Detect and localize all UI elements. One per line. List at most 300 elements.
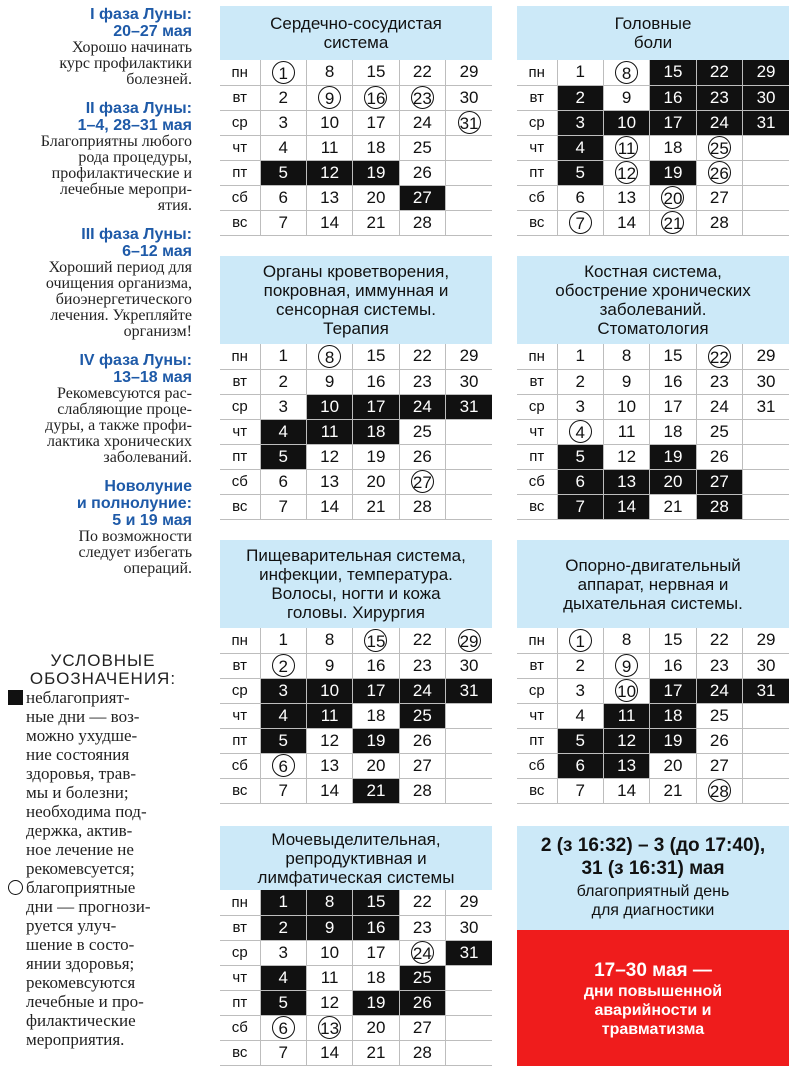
- bad-day-cell: 2: [557, 85, 603, 110]
- weekday-label: вс: [220, 494, 260, 519]
- bad-day-cell: 15: [353, 890, 399, 915]
- good-day-circle: 4: [569, 420, 592, 443]
- good-day-circle: 29: [458, 629, 481, 652]
- day-cell: 18: [650, 135, 696, 160]
- day-cell: 2: [557, 653, 603, 678]
- bad-day-cell: 7: [557, 494, 603, 519]
- good-day-circle: 1: [272, 61, 295, 84]
- day-cell: 14: [306, 1040, 352, 1065]
- day-cell: 14: [603, 210, 649, 235]
- calendar-grid: [220, 890, 492, 1066]
- bad-day-cell: 20: [650, 469, 696, 494]
- phase-1: [8, 6, 192, 88]
- week-row: [220, 940, 492, 965]
- good-day-circle: 9: [615, 654, 638, 677]
- day-cell: 23: [399, 369, 445, 394]
- weekday-label: сб: [220, 469, 260, 494]
- weekday-label: чт: [220, 419, 260, 444]
- day-cell: 15: [353, 344, 399, 369]
- good-day-circle: 31: [458, 111, 481, 134]
- day-cell: 30: [446, 369, 492, 394]
- bad-day-cell: 15: [650, 60, 696, 85]
- weekday-label: ср: [517, 678, 557, 703]
- good-day-circle: 13: [318, 1016, 341, 1039]
- weekday-label: сб: [517, 753, 557, 778]
- weekday-label: сб: [220, 753, 260, 778]
- good-day-cell: [696, 778, 742, 803]
- weekday-label: ср: [220, 110, 260, 135]
- phase-title: IV фаза Луны: 13–18 мая: [79, 352, 192, 386]
- empty-cell: [446, 419, 492, 444]
- empty-cell: [446, 703, 492, 728]
- empty-cell: [743, 160, 789, 185]
- week-row: [220, 160, 492, 185]
- danger-dates: 17–30 мая —: [594, 960, 712, 981]
- phase-description: Благоприятны любого рода процедуры, профилактические и лечебные меропри- ятия.: [40, 133, 192, 214]
- empty-cell: [743, 494, 789, 519]
- calendar-title: Сердечно-сосудистая система: [220, 6, 492, 60]
- day-cell: 22: [399, 890, 445, 915]
- diagnostics-dates: 2 (з 16:32) – 3 (до 17:40), 31 (з 16:31) мая: [540, 835, 766, 879]
- day-cell: 1: [260, 628, 306, 653]
- weekday-label: сб: [220, 185, 260, 210]
- weekday-label: чт: [517, 703, 557, 728]
- day-cell: 22: [399, 628, 445, 653]
- day-cell: 9: [306, 369, 352, 394]
- circle-icon: [8, 880, 23, 895]
- bad-day-cell: 3: [557, 110, 603, 135]
- day-cell: 23: [696, 369, 742, 394]
- bad-day-cell: 13: [603, 469, 649, 494]
- week-row: [220, 778, 492, 803]
- good-day-circle: 2: [272, 654, 295, 677]
- good-day-cell: [446, 628, 492, 653]
- weekday-label: пт: [517, 160, 557, 185]
- week-row: [517, 369, 789, 394]
- bad-day-cell: 21: [353, 778, 399, 803]
- bad-day-cell: 25: [399, 965, 445, 990]
- day-cell: 25: [399, 135, 445, 160]
- black-square-icon: [8, 690, 23, 705]
- good-day-circle: 23: [411, 86, 434, 109]
- day-cell: 16: [353, 653, 399, 678]
- bad-day-cell: 25: [399, 703, 445, 728]
- day-cell: 8: [306, 628, 352, 653]
- bad-day-cell: 17: [353, 678, 399, 703]
- phase-title: III фаза Луны: 6–12 мая: [81, 226, 192, 260]
- weekday-label: вт: [220, 653, 260, 678]
- weekday-label: чт: [517, 419, 557, 444]
- bad-day-cell: 17: [650, 110, 696, 135]
- week-row: [220, 1015, 492, 1040]
- day-cell: 13: [306, 185, 352, 210]
- good-day-circle: 28: [708, 779, 731, 802]
- weekday-label: вт: [517, 369, 557, 394]
- day-cell: 12: [306, 444, 352, 469]
- day-cell: 25: [399, 419, 445, 444]
- bad-day-cell: 14: [603, 494, 649, 519]
- weekday-label: пн: [517, 344, 557, 369]
- phase-description: По возможности следует избегать операций.: [78, 528, 192, 577]
- day-cell: 25: [696, 703, 742, 728]
- phase-description: Рекомевсуются рас- слабляющие проце- дуры, а также профи- лактика хронических заболеваний.: [45, 385, 192, 466]
- weekday-label: ср: [517, 394, 557, 419]
- empty-cell: [446, 728, 492, 753]
- day-cell: 26: [696, 728, 742, 753]
- weekday-label: вс: [517, 494, 557, 519]
- good-day-cell: [353, 85, 399, 110]
- good-day-circle: 27: [411, 470, 434, 493]
- bad-day-cell: 17: [353, 394, 399, 419]
- week-row: [220, 185, 492, 210]
- day-cell: 9: [603, 369, 649, 394]
- day-cell: 29: [446, 890, 492, 915]
- day-cell: 26: [696, 444, 742, 469]
- day-cell: 20: [353, 1015, 399, 1040]
- weekday-label: ср: [220, 940, 260, 965]
- bad-day-cell: 16: [650, 85, 696, 110]
- weekday-label: вт: [220, 369, 260, 394]
- day-cell: 17: [353, 940, 399, 965]
- empty-cell: [446, 469, 492, 494]
- weekday-label: вс: [220, 1040, 260, 1065]
- week-row: [517, 85, 789, 110]
- bad-day-cell: 26: [399, 990, 445, 1015]
- week-row: [517, 444, 789, 469]
- empty-cell: [743, 469, 789, 494]
- good-day-circle: 1: [569, 629, 592, 652]
- week-row: [517, 469, 789, 494]
- day-cell: 18: [650, 419, 696, 444]
- day-cell: 18: [353, 965, 399, 990]
- legend-title: УСЛОВНЫЕ ОБОЗНАЧЕНИЯ:: [29, 651, 177, 688]
- legend-good-text: благоприятные дни — прогнози- руется улуч- шение в состо- янии здоровья; рекомевсуются лечебные и про- филактические мероприятия.: [26, 878, 151, 1049]
- weekday-label: пн: [220, 628, 260, 653]
- bad-day-cell: 30: [743, 85, 789, 110]
- weekday-label: ср: [220, 394, 260, 419]
- good-day-cell: [260, 653, 306, 678]
- day-cell: 24: [399, 110, 445, 135]
- day-cell: 26: [399, 160, 445, 185]
- day-cell: 19: [353, 444, 399, 469]
- phase-title: I фаза Луны: 20–27 мая: [90, 6, 192, 40]
- weekday-label: чт: [220, 965, 260, 990]
- week-row: [517, 703, 789, 728]
- day-cell: 1: [557, 60, 603, 85]
- weekday-label: сб: [220, 1015, 260, 1040]
- good-day-cell: [603, 678, 649, 703]
- weekday-label: вт: [220, 915, 260, 940]
- week-row: [517, 185, 789, 210]
- empty-cell: [446, 444, 492, 469]
- good-day-cell: [260, 60, 306, 85]
- good-day-circle: 20: [661, 186, 684, 209]
- day-cell: 28: [399, 494, 445, 519]
- calendar-urinary-lymphatic: [220, 826, 492, 1066]
- weekday-label: сб: [517, 185, 557, 210]
- good-day-cell: [306, 1015, 352, 1040]
- bad-day-cell: 1: [260, 890, 306, 915]
- day-cell: 30: [446, 915, 492, 940]
- weekday-label: вт: [220, 85, 260, 110]
- bad-day-cell: 31: [446, 394, 492, 419]
- good-day-cell: [399, 940, 445, 965]
- empty-cell: [446, 778, 492, 803]
- week-row: [517, 394, 789, 419]
- bad-day-cell: 5: [260, 728, 306, 753]
- calendar-title: Головные боли: [517, 6, 789, 60]
- week-row: [220, 990, 492, 1015]
- day-cell: 3: [260, 940, 306, 965]
- bad-day-cell: 18: [650, 703, 696, 728]
- good-day-cell: [696, 135, 742, 160]
- good-day-cell: [557, 210, 603, 235]
- bad-day-cell: 19: [650, 160, 696, 185]
- day-cell: 21: [650, 778, 696, 803]
- good-day-cell: [696, 344, 742, 369]
- bad-day-cell: 9: [306, 915, 352, 940]
- good-day-cell: [260, 1015, 306, 1040]
- day-cell: 11: [306, 135, 352, 160]
- bad-day-cell: 8: [306, 890, 352, 915]
- diagnostics-description: благоприятный день для диагностики: [576, 883, 730, 919]
- bad-day-cell: 4: [260, 965, 306, 990]
- week-row: [517, 344, 789, 369]
- calendar-blood-immune: [220, 256, 492, 520]
- bad-day-cell: 6: [557, 753, 603, 778]
- good-day-circle: 8: [318, 345, 341, 368]
- day-cell: 24: [696, 394, 742, 419]
- week-row: [517, 160, 789, 185]
- bad-day-cell: 22: [696, 60, 742, 85]
- day-cell: 13: [306, 469, 352, 494]
- day-cell: 28: [399, 778, 445, 803]
- week-row: [517, 494, 789, 519]
- bad-day-cell: 4: [557, 135, 603, 160]
- empty-cell: [446, 990, 492, 1015]
- good-day-cell: [603, 160, 649, 185]
- empty-cell: [743, 135, 789, 160]
- weekday-label: пт: [220, 160, 260, 185]
- good-day-circle: 6: [272, 1016, 295, 1039]
- phase-2: [8, 100, 192, 214]
- day-cell: 22: [399, 344, 445, 369]
- empty-cell: [743, 185, 789, 210]
- empty-cell: [743, 728, 789, 753]
- phase-3: [8, 226, 192, 340]
- day-cell: 21: [353, 210, 399, 235]
- bad-day-cell: 31: [743, 110, 789, 135]
- day-cell: 27: [399, 1015, 445, 1040]
- week-row: [220, 344, 492, 369]
- day-cell: 4: [260, 135, 306, 160]
- good-day-circle: 25: [708, 136, 731, 159]
- weekday-label: пт: [220, 728, 260, 753]
- bad-day-cell: 6: [557, 469, 603, 494]
- empty-cell: [446, 135, 492, 160]
- day-cell: 2: [557, 369, 603, 394]
- week-row: [220, 110, 492, 135]
- bad-day-cell: 5: [260, 990, 306, 1015]
- day-cell: 12: [603, 444, 649, 469]
- day-cell: 18: [353, 135, 399, 160]
- good-day-circle: 12: [615, 161, 638, 184]
- week-row: [517, 728, 789, 753]
- day-cell: 15: [650, 344, 696, 369]
- good-day-cell: [306, 85, 352, 110]
- week-row: [517, 210, 789, 235]
- bad-day-cell: 27: [696, 469, 742, 494]
- calendar-title: Пищеварительная система, инфекции, температура. Волосы, ногти и кожа головы. Хирургия: [220, 540, 492, 628]
- day-cell: 31: [743, 394, 789, 419]
- day-cell: 16: [650, 369, 696, 394]
- empty-cell: [446, 965, 492, 990]
- lunar-phases-sidebar: [8, 6, 192, 589]
- week-row: [220, 703, 492, 728]
- day-cell: 28: [696, 210, 742, 235]
- calendar-title: Органы кроветворения, покровная, иммунная и сенсорная системы. Терапия: [220, 256, 492, 344]
- weekday-label: пт: [220, 444, 260, 469]
- empty-cell: [743, 444, 789, 469]
- bad-day-cell: 4: [260, 703, 306, 728]
- bad-day-cell: 11: [306, 419, 352, 444]
- calendar-bone-dental: [517, 256, 789, 520]
- day-cell: 3: [260, 110, 306, 135]
- bad-day-cell: 19: [353, 990, 399, 1015]
- day-cell: 6: [260, 185, 306, 210]
- week-row: [517, 778, 789, 803]
- week-row: [220, 628, 492, 653]
- day-cell: 7: [260, 1040, 306, 1065]
- weekday-label: вс: [517, 778, 557, 803]
- day-cell: 7: [260, 494, 306, 519]
- week-row: [220, 60, 492, 85]
- calendar-title: Костная система, обострение хронических заболеваний. Стоматология: [517, 256, 789, 344]
- empty-cell: [446, 494, 492, 519]
- week-row: [220, 728, 492, 753]
- bad-day-cell: 24: [399, 394, 445, 419]
- day-cell: 30: [743, 369, 789, 394]
- week-row: [220, 369, 492, 394]
- day-cell: 14: [306, 210, 352, 235]
- empty-cell: [446, 1040, 492, 1065]
- day-cell: 1: [260, 344, 306, 369]
- good-day-circle: 6: [272, 754, 295, 777]
- bad-day-cell: 11: [603, 703, 649, 728]
- weekday-label: чт: [220, 703, 260, 728]
- day-cell: 29: [743, 344, 789, 369]
- calendar-grid: [220, 628, 492, 804]
- bad-day-cell: 12: [603, 728, 649, 753]
- day-cell: 23: [399, 653, 445, 678]
- phase-title: II фаза Луны: 1–4, 28–31 мая: [77, 100, 192, 134]
- week-row: [220, 469, 492, 494]
- weekday-label: вс: [220, 210, 260, 235]
- day-cell: 27: [696, 753, 742, 778]
- day-cell: 2: [260, 85, 306, 110]
- day-cell: 9: [306, 653, 352, 678]
- day-cell: 21: [353, 1040, 399, 1065]
- phase-new-full-moon: [8, 478, 192, 577]
- day-cell: 26: [399, 728, 445, 753]
- weekday-label: пт: [517, 444, 557, 469]
- day-cell: 10: [306, 110, 352, 135]
- good-day-cell: [603, 653, 649, 678]
- weekday-label: сб: [517, 469, 557, 494]
- calendar-musculoskeletal: [517, 540, 789, 804]
- day-cell: 12: [306, 728, 352, 753]
- phase-4: [8, 352, 192, 466]
- day-cell: 1: [557, 344, 603, 369]
- bad-day-cell: 13: [603, 753, 649, 778]
- week-row: [517, 678, 789, 703]
- good-day-cell: [696, 160, 742, 185]
- good-day-cell: [399, 85, 445, 110]
- bad-day-cell: 24: [696, 678, 742, 703]
- day-cell: 30: [446, 85, 492, 110]
- day-cell: 29: [743, 628, 789, 653]
- good-day-cell: [557, 419, 603, 444]
- good-day-cell: [650, 185, 696, 210]
- good-day-cell: [557, 628, 603, 653]
- calendar-grid: [517, 628, 789, 804]
- day-cell: 20: [353, 753, 399, 778]
- bad-day-cell: 17: [650, 678, 696, 703]
- weekday-label: вс: [220, 778, 260, 803]
- day-cell: 21: [650, 494, 696, 519]
- good-day-cell: [353, 628, 399, 653]
- good-day-circle: 10: [615, 679, 638, 702]
- bad-day-cell: 10: [306, 394, 352, 419]
- day-cell: 18: [353, 703, 399, 728]
- day-cell: 4: [557, 703, 603, 728]
- day-cell: 30: [743, 653, 789, 678]
- weekday-label: ср: [220, 678, 260, 703]
- bad-day-cell: 19: [650, 444, 696, 469]
- day-cell: 15: [650, 628, 696, 653]
- day-cell: 28: [399, 1040, 445, 1065]
- day-cell: 17: [650, 394, 696, 419]
- week-row: [517, 110, 789, 135]
- day-cell: 29: [446, 344, 492, 369]
- bad-day-cell: 4: [260, 419, 306, 444]
- bad-day-cell: 24: [696, 110, 742, 135]
- day-cell: 10: [603, 394, 649, 419]
- good-day-circle: 15: [364, 629, 387, 652]
- bad-day-cell: 27: [399, 185, 445, 210]
- empty-cell: [743, 778, 789, 803]
- day-cell: 6: [260, 469, 306, 494]
- week-row: [220, 444, 492, 469]
- week-row: [517, 60, 789, 85]
- week-row: [220, 494, 492, 519]
- bad-day-cell: 24: [399, 678, 445, 703]
- calendar-title: Мочевыделительная, репродуктивная и лимфатическая системы: [220, 826, 492, 890]
- empty-cell: [446, 753, 492, 778]
- empty-cell: [743, 419, 789, 444]
- empty-cell: [446, 210, 492, 235]
- day-cell: 20: [353, 469, 399, 494]
- empty-cell: [446, 185, 492, 210]
- week-row: [220, 210, 492, 235]
- good-day-circle: 11: [615, 136, 638, 159]
- weekday-label: пт: [517, 728, 557, 753]
- empty-cell: [743, 703, 789, 728]
- day-cell: 7: [557, 778, 603, 803]
- week-row: [220, 1040, 492, 1065]
- week-row: [220, 135, 492, 160]
- legend-bad-text: неблагоприят- ные дни — воз- можно ухудше- ние состояния здоровья, трав- мы и болезни; необходима под- держка, актив- ное лечение не рекомевсуется;: [26, 688, 147, 878]
